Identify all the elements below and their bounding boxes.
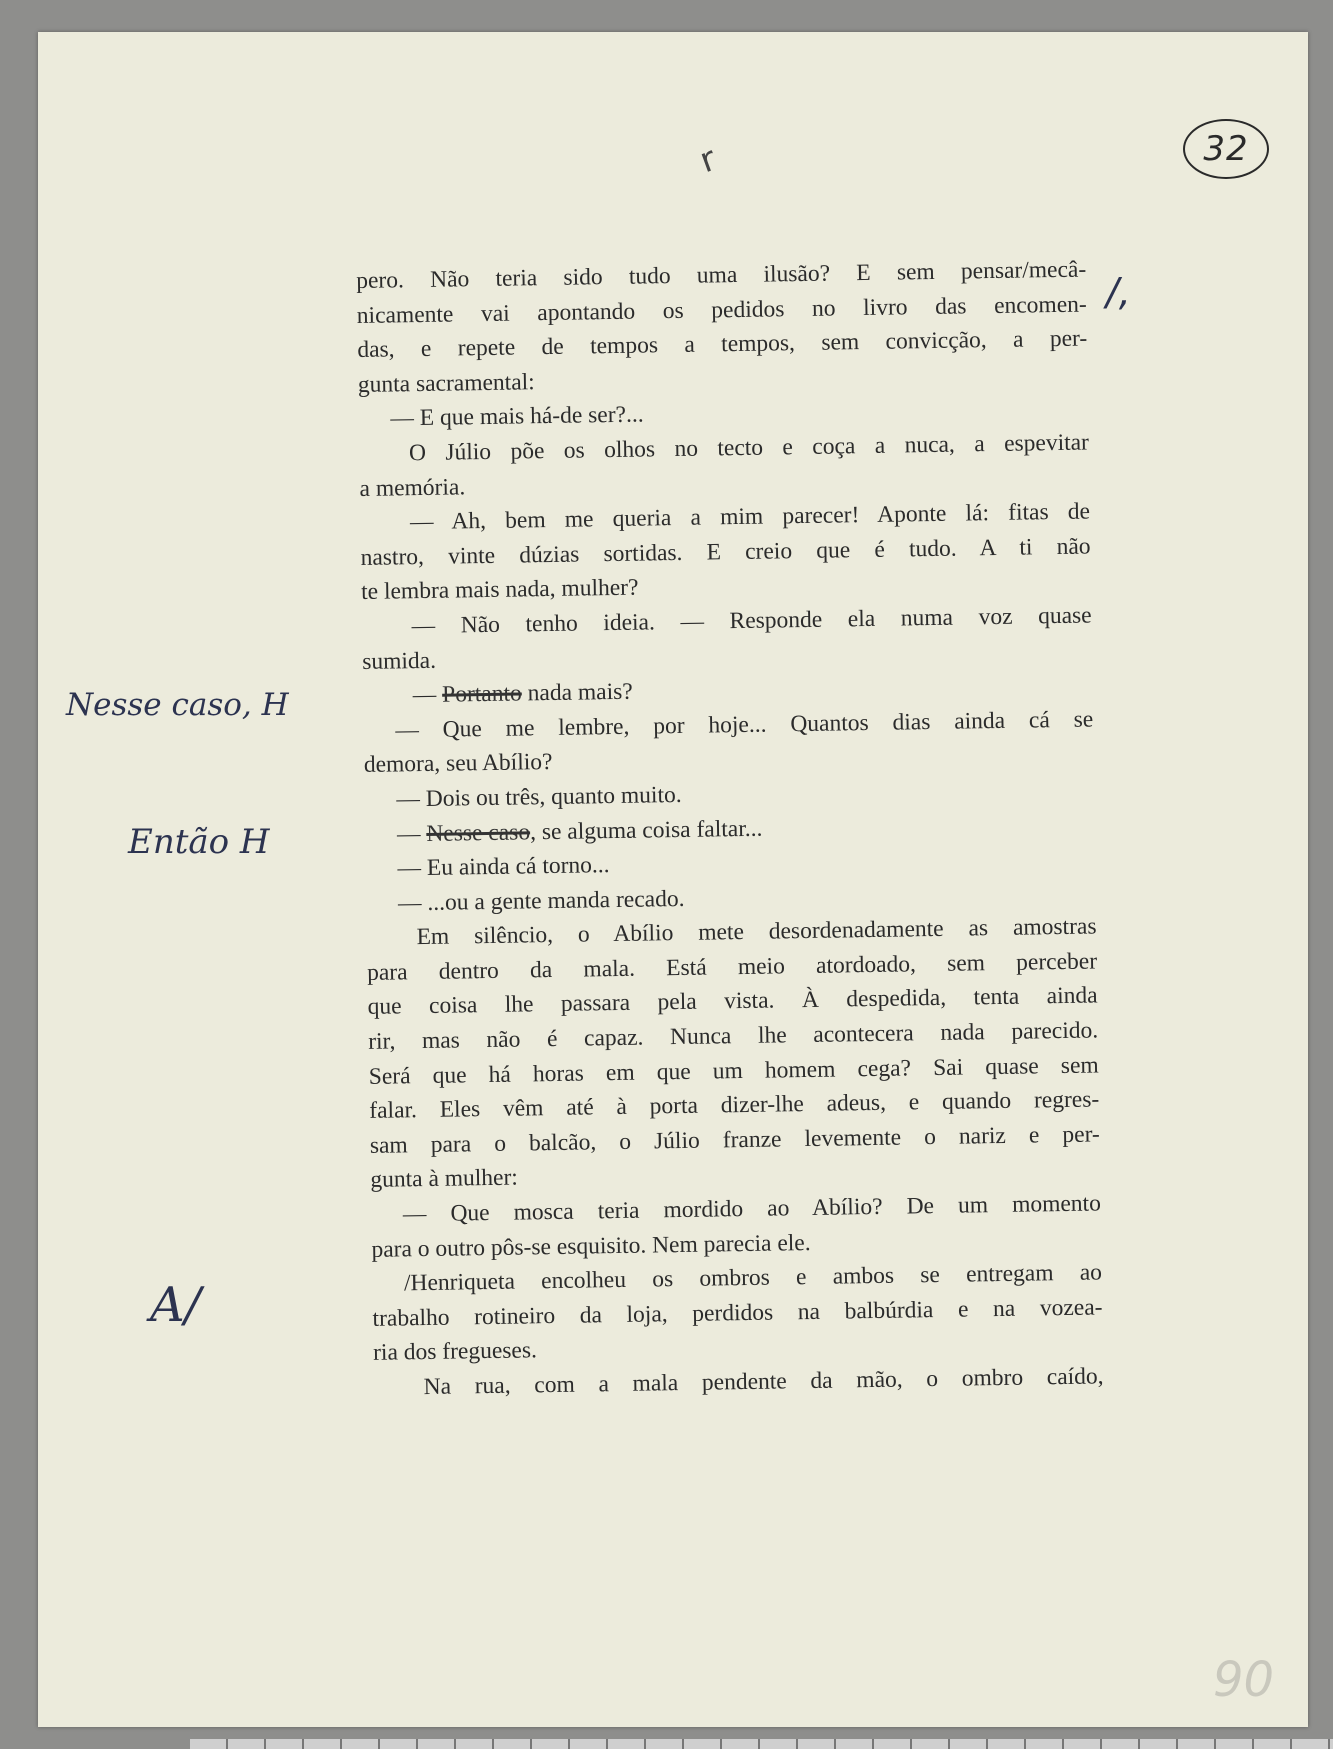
text-line: — ...ou a gente manda recado. [397,885,685,917]
text-line: — Ah, bem me queria a mim parecer! Aponte lá: fitas de [409,498,1091,536]
text-line: — Não tenho ideia. — Responde ela numa voz quase [411,602,1092,640]
text-line: — Eu ainda cá torno... [397,852,610,882]
text-line: O Júlio põe os olhos no tecto e coça a nuca, a espevitar [408,429,1090,467]
typed-text-body [356,253,1104,1406]
scale-ruler [190,1739,1333,1749]
page-number-circled: 32 [1183,119,1269,179]
margin-mark-right: /, [1106,270,1131,314]
text-line: gunta sacramental: [357,368,535,398]
text-line: /Henriqueta encolheu os ombros e ambos se entregam ao [403,1259,1103,1297]
struck-word-portanto: Portanto [441,680,522,708]
line-dash: — [396,820,427,847]
text-line: das, e repete de tempos a tempos, sem convicção, a per- [357,325,1088,364]
manuscript-page [38,32,1308,1727]
text-line: rir, mas não é capaz. Nunca lhe acontecera nada parecido. [368,1017,1099,1055]
text-line: falar. Eles vêm até à porta dizer-lhe adeus, e quando regres- [369,1086,1100,1125]
text-line: te lembra mais nada, mulher? [360,574,639,606]
text-line: nicamente vai apontando os pedidos no livro das encomen- [356,291,1087,329]
text-line: demora, seu Abílio? [363,749,553,779]
text-line: para o outro pôs-se esquisito. Nem parecia ele. [371,1229,811,1263]
margin-note-entao: Então H [128,822,270,862]
text-line: nastro, vinte dúzias sortidas. E creio que é tudo. A ti não [360,533,1091,571]
corner-mark: r [694,138,722,182]
line-rest: nada mais? [521,678,633,707]
text-line: Na rua, com a mala pendente da mão, o ombro caído, [423,1363,1104,1401]
margin-note-nesse-caso: Nesse caso, H [66,687,289,723]
text-line: gunta à mulher: [370,1165,519,1194]
text-line: — Que mosca teria mordido ao Abílio? De um momento [402,1190,1102,1228]
text-line: a memória. [359,473,466,502]
struck-word-nesse-caso: Nesse caso [426,818,531,847]
text-line: — Que me lembre, por hoje... Quantos dias ainda cá se [395,706,1094,744]
text-line: Será que há horas em que um homem cega? Sai quase sem [368,1052,1099,1090]
margin-note-a: A/ [150,1277,201,1333]
text-line: que coisa lhe passara pela vista. À despedida, tenta ainda [367,982,1098,1021]
text-line: sam para o balcão, o Júlio franze levemente o nariz e per- [369,1121,1100,1159]
faint-page-number: 90 [1213,1652,1275,1708]
text-line: ria dos fregueses. [372,1337,538,1367]
text-line: pero. Não teria sido tudo uma ilusão? E sem pensar/mecâ- [356,256,1087,294]
line-dash: — [412,681,443,709]
line-rest: , se alguma coisa faltar... [529,815,763,845]
text-line: sumida. [362,647,437,675]
text-line: para dentro da mala. Está meio atordoado, sem perceber [366,948,1098,986]
text-line: Em silêncio, o Abílio mete desordenadamente as amostras [416,913,1097,951]
text-line: — Dois ou três, quanto muito. [396,781,682,813]
text-line: trabalho rotineiro da loja, perdidos na balbúrdia e na vozea- [372,1294,1103,1332]
text-line: — E que mais há-de ser?... [390,401,644,432]
